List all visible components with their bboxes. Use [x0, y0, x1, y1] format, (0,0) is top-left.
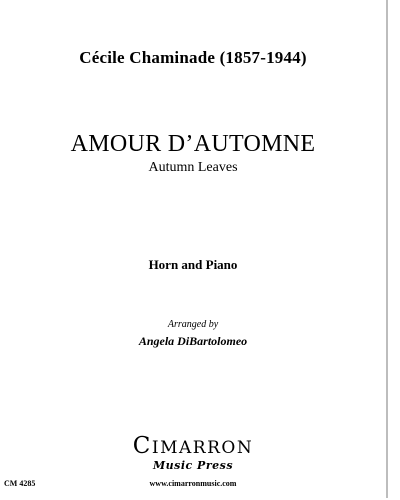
piece-subtitle: Autumn Leaves: [148, 160, 238, 175]
arranger-name: Angela DiBartolomeo: [138, 334, 248, 348]
catalog-number: CM 4285: [4, 479, 36, 488]
arranged-by-label: Arranged by: [167, 319, 219, 330]
publisher-logo-initial: C: [132, 433, 152, 459]
publisher-tagline: Music Press: [152, 459, 234, 472]
publisher-logo: [0, 433, 386, 459]
publisher-website: www.cimarronmusic.com: [149, 479, 237, 488]
composer-name: Cécile Chaminade (1857-1944): [79, 48, 307, 67]
piece-title: AMOUR D’AUTOMNE: [70, 131, 316, 157]
instrumentation: Horn and Piano: [148, 257, 238, 272]
publisher-logo-rest: IMARRON: [151, 438, 254, 458]
